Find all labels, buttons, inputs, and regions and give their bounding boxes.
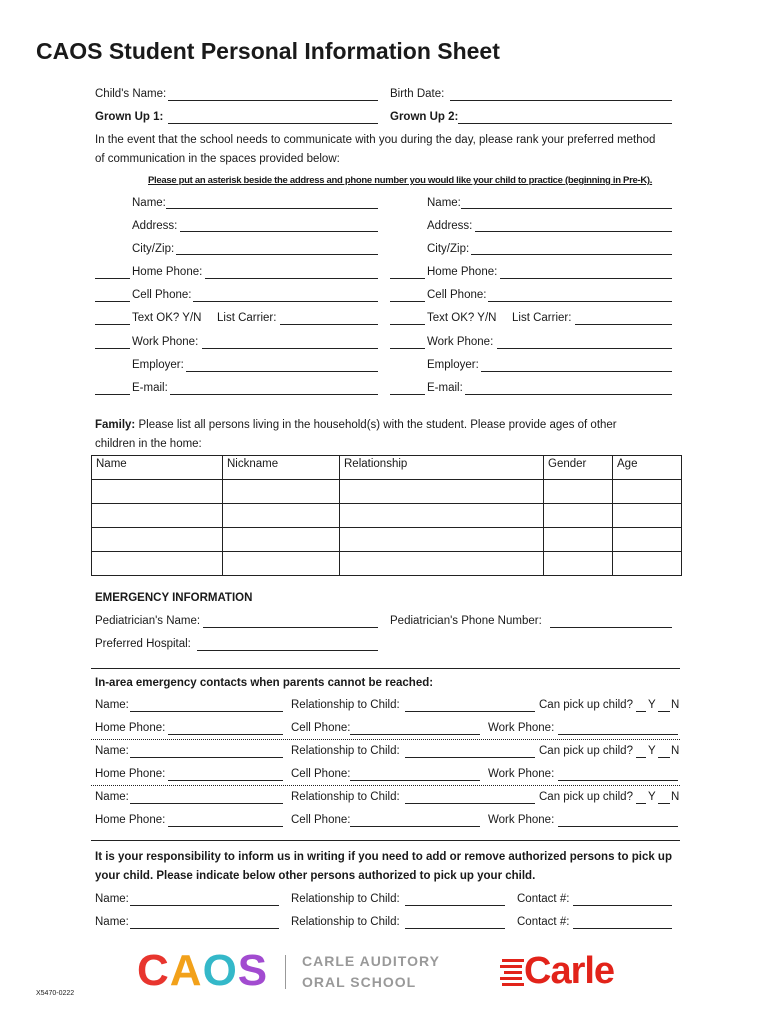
col-gender: Gender xyxy=(544,456,613,480)
communication-instructions: In the event that the school needs to communicate with you during the day, please rank your preferred method of communication in the spaces provided below: xyxy=(95,134,656,165)
contact3-work-phone-field[interactable] xyxy=(558,826,678,827)
contact3-relationship-field[interactable] xyxy=(405,803,535,804)
contact2-name-field[interactable] xyxy=(130,757,283,758)
table-cell[interactable] xyxy=(223,480,340,504)
left-name-field[interactable] xyxy=(166,208,378,209)
left-cityzip-field[interactable] xyxy=(176,254,378,255)
table-cell[interactable] xyxy=(92,504,223,528)
left-employer-field[interactable] xyxy=(186,371,378,372)
right-home-phone-label: Home Phone: xyxy=(427,266,498,278)
left-address-label: Address: xyxy=(132,220,178,232)
right-carrier-label: List Carrier: xyxy=(512,312,572,324)
table-cell[interactable] xyxy=(340,552,544,576)
right-address-label: Address: xyxy=(427,220,473,232)
left-name-label: Name: xyxy=(132,197,166,209)
right-email-field[interactable] xyxy=(465,394,672,395)
col-nickname: Nickname xyxy=(223,456,340,480)
col-name: Name xyxy=(92,456,223,480)
birth-date-label: Birth Date: xyxy=(390,88,445,100)
left-carrier-field[interactable] xyxy=(280,324,378,325)
left-home-phone-rank[interactable] xyxy=(95,278,130,279)
contact3-home-phone-label: Home Phone: xyxy=(95,814,166,826)
authorized1-contact-label: Contact #: xyxy=(517,893,570,905)
authorized2-contact-label: Contact #: xyxy=(517,916,570,928)
contact3-n-field[interactable] xyxy=(658,803,670,804)
left-work-phone-rank[interactable] xyxy=(95,348,130,349)
table-row[interactable] xyxy=(92,552,682,576)
left-employer-label: Employer: xyxy=(132,359,184,371)
contact2-home-phone-field[interactable] xyxy=(168,780,283,781)
grown-up-2-label: Grown Up 2: xyxy=(390,111,459,123)
left-cell-phone-label: Cell Phone: xyxy=(132,289,192,301)
right-name-field[interactable] xyxy=(461,208,672,209)
table-cell[interactable] xyxy=(613,528,682,552)
contact1-name-label: Name: xyxy=(95,699,129,711)
table-cell[interactable] xyxy=(544,504,613,528)
authorized1-relationship-field[interactable] xyxy=(405,905,505,906)
contact1-name-field[interactable] xyxy=(130,711,283,712)
authorized1-contact-field[interactable] xyxy=(573,905,672,906)
contact3-y-field[interactable] xyxy=(636,803,646,804)
dotted-divider xyxy=(91,739,680,740)
table-cell[interactable] xyxy=(223,552,340,576)
left-work-phone-label: Work Phone: xyxy=(132,336,199,348)
contact3-n-label: N xyxy=(671,791,680,803)
right-employer-field[interactable] xyxy=(481,371,672,372)
family-text-line1 xyxy=(95,419,617,431)
contact2-pickup-label: Can pick up child? xyxy=(539,745,633,757)
contact2-cell-phone-label: Cell Phone: xyxy=(291,768,351,780)
birth-date-field[interactable] xyxy=(450,100,672,101)
caos-letter: O xyxy=(202,946,238,995)
right-text-rank[interactable] xyxy=(390,324,425,325)
contact2-name-label: Name: xyxy=(95,745,129,757)
contact1-work-phone-field[interactable] xyxy=(558,734,678,735)
right-address-field[interactable] xyxy=(475,231,672,232)
table-cell[interactable] xyxy=(544,528,613,552)
table-cell[interactable] xyxy=(223,528,340,552)
family-table-header xyxy=(92,456,682,480)
contact3-cell-phone-field[interactable] xyxy=(350,826,480,827)
right-home-phone-rank[interactable] xyxy=(390,278,425,279)
pediatrician-phone-label: Pediatrician's Phone Number: xyxy=(390,615,542,627)
pediatrician-phone-field[interactable] xyxy=(550,627,672,628)
family-table xyxy=(91,455,682,576)
left-cell-phone-field[interactable] xyxy=(193,301,378,302)
caos-letter: C xyxy=(137,946,170,995)
left-address-field[interactable] xyxy=(180,231,378,232)
contact3-relationship-label: Relationship to Child: xyxy=(291,791,400,803)
school-name-line2: ORAL SCHOOL xyxy=(302,974,417,990)
school-name-line1: CARLE AUDITORY xyxy=(302,953,440,969)
right-cityzip-label: City/Zip: xyxy=(427,243,470,255)
pediatrician-name-label: Pediatrician's Name: xyxy=(95,615,201,627)
contact1-n-field[interactable] xyxy=(658,711,670,712)
table-cell[interactable] xyxy=(544,552,613,576)
table-row[interactable] xyxy=(92,480,682,504)
right-carrier-field[interactable] xyxy=(575,324,672,325)
contact3-name-field[interactable] xyxy=(130,803,283,804)
authorized-text-line1: It is your responsibility to inform us in writing if you need to add or remove authorized persons to pick up xyxy=(95,851,672,863)
contact1-home-phone-field[interactable] xyxy=(168,734,283,735)
caos-letter: S xyxy=(237,946,269,995)
right-text-ok-label: Text OK? Y/N xyxy=(427,312,497,324)
table-cell[interactable] xyxy=(544,480,613,504)
grown-up-2-field[interactable] xyxy=(458,123,672,124)
pediatrician-name-field[interactable] xyxy=(203,627,378,628)
right-employer-label: Employer: xyxy=(427,359,479,371)
page-title: CAOS Student Personal Information Sheet xyxy=(36,38,500,64)
right-work-phone-label: Work Phone: xyxy=(427,336,494,348)
left-home-phone-field[interactable] xyxy=(205,278,378,279)
contact2-relationship-field[interactable] xyxy=(405,757,535,758)
in-area-heading: In-area emergency contacts when parents cannot be reached: xyxy=(95,677,434,689)
left-email-rank[interactable] xyxy=(95,394,130,395)
contact1-n-label: N xyxy=(671,699,680,711)
authorized2-relationship-label: Relationship to Child: xyxy=(291,916,400,928)
contact1-y-label: Y xyxy=(648,699,656,711)
authorized2-relationship-field[interactable] xyxy=(405,928,505,929)
section-divider xyxy=(91,668,680,669)
right-home-phone-field[interactable] xyxy=(500,278,672,279)
right-email-rank[interactable] xyxy=(390,394,425,395)
contact1-pickup-label: Can pick up child? xyxy=(539,699,633,711)
table-cell[interactable] xyxy=(92,480,223,504)
dotted-divider xyxy=(91,785,680,786)
left-text-ok-label: Text OK? Y/N xyxy=(132,312,202,324)
left-cityzip-label: City/Zip: xyxy=(132,243,175,255)
contact1-home-phone-label: Home Phone: xyxy=(95,722,166,734)
form-code: X5470-0222 xyxy=(36,990,75,997)
table-cell[interactable] xyxy=(340,528,544,552)
childs-name-field[interactable] xyxy=(168,100,378,101)
childs-name-label: Child's Name: xyxy=(95,88,167,100)
left-home-phone-label: Home Phone: xyxy=(132,266,203,278)
contact2-n-label: N xyxy=(671,745,680,757)
contact2-y-field[interactable] xyxy=(636,757,646,758)
table-cell[interactable] xyxy=(613,480,682,504)
preferred-hospital-label: Preferred Hospital: xyxy=(95,638,191,650)
contact1-cell-phone-label: Cell Phone: xyxy=(291,722,351,734)
contact1-cell-phone-field[interactable] xyxy=(350,734,480,735)
contact1-relationship-field[interactable] xyxy=(405,711,535,712)
section-divider xyxy=(91,840,680,841)
contact1-y-field[interactable] xyxy=(636,711,646,712)
contact3-name-label: Name: xyxy=(95,791,129,803)
table-row[interactable] xyxy=(92,528,682,552)
authorized1-name-label: Name: xyxy=(95,893,129,905)
table-row[interactable] xyxy=(92,504,682,528)
left-email-field[interactable] xyxy=(170,394,378,395)
contact2-home-phone-label: Home Phone: xyxy=(95,768,166,780)
contact2-n-field[interactable] xyxy=(658,757,670,758)
contact3-cell-phone-label: Cell Phone: xyxy=(291,814,351,826)
table-cell[interactable] xyxy=(92,528,223,552)
table-cell[interactable] xyxy=(613,552,682,576)
authorized-text-line2: your child. Please indicate below other persons authorized to pick up your child. xyxy=(95,870,536,882)
left-cell-phone-rank[interactable] xyxy=(95,301,130,302)
table-cell[interactable] xyxy=(92,552,223,576)
logo-divider xyxy=(285,955,286,989)
contact2-relationship-label: Relationship to Child: xyxy=(291,745,400,757)
grown-up-1-field[interactable] xyxy=(168,123,378,124)
right-cell-phone-label: Cell Phone: xyxy=(427,289,487,301)
left-carrier-label: List Carrier: xyxy=(217,312,277,324)
contact2-work-phone-field[interactable] xyxy=(558,780,678,781)
contact1-relationship-label: Relationship to Child: xyxy=(291,699,400,711)
table-cell[interactable] xyxy=(613,504,682,528)
contact2-y-label: Y xyxy=(648,745,656,757)
contact2-cell-phone-field[interactable] xyxy=(350,780,480,781)
table-cell[interactable] xyxy=(340,504,544,528)
caos-letter: A xyxy=(169,946,203,995)
carle-logo xyxy=(524,949,614,993)
table-cell[interactable] xyxy=(340,480,544,504)
family-text-line2: children in the home: xyxy=(95,438,202,450)
family-label: Family: xyxy=(95,419,136,431)
contact3-home-phone-field[interactable] xyxy=(168,826,283,827)
contact1-work-phone-label: Work Phone: xyxy=(488,722,555,734)
preferred-hospital-field[interactable] xyxy=(197,650,378,651)
right-work-phone-field[interactable] xyxy=(497,348,672,349)
left-email-label: E-mail: xyxy=(132,382,168,394)
right-name-label: Name: xyxy=(427,197,461,209)
carle-logo-text: Carle xyxy=(524,950,615,992)
asterisk-note: Please put an asterisk beside the address and phone number you would like your child to practice (beginning in Pre-K). xyxy=(148,175,653,186)
right-cityzip-field[interactable] xyxy=(471,254,672,255)
col-age: Age xyxy=(613,456,682,480)
contact2-work-phone-label: Work Phone: xyxy=(488,768,555,780)
col-relationship: Relationship xyxy=(340,456,544,480)
right-work-phone-rank[interactable] xyxy=(390,348,425,349)
caos-logo xyxy=(137,946,268,996)
left-work-phone-field[interactable] xyxy=(202,348,378,349)
emergency-heading: EMERGENCY INFORMATION xyxy=(95,592,253,604)
authorized2-contact-field[interactable] xyxy=(573,928,672,929)
family-instructions: Please list all persons living in the household(s) with the student. Please provide ages of other xyxy=(138,419,617,431)
authorized1-relationship-label: Relationship to Child: xyxy=(291,893,400,905)
contact3-y-label: Y xyxy=(648,791,656,803)
right-cell-phone-field[interactable] xyxy=(488,301,672,302)
authorized2-name-field[interactable] xyxy=(130,928,279,929)
authorized1-name-field[interactable] xyxy=(130,905,279,906)
table-cell[interactable] xyxy=(223,504,340,528)
grown-up-1-label: Grown Up 1: xyxy=(95,111,164,123)
right-email-label: E-mail: xyxy=(427,382,463,394)
left-text-rank[interactable] xyxy=(95,324,130,325)
right-cell-phone-rank[interactable] xyxy=(390,301,425,302)
contact3-work-phone-label: Work Phone: xyxy=(488,814,555,826)
contact3-pickup-label: Can pick up child? xyxy=(539,791,633,803)
authorized2-name-label: Name: xyxy=(95,916,129,928)
